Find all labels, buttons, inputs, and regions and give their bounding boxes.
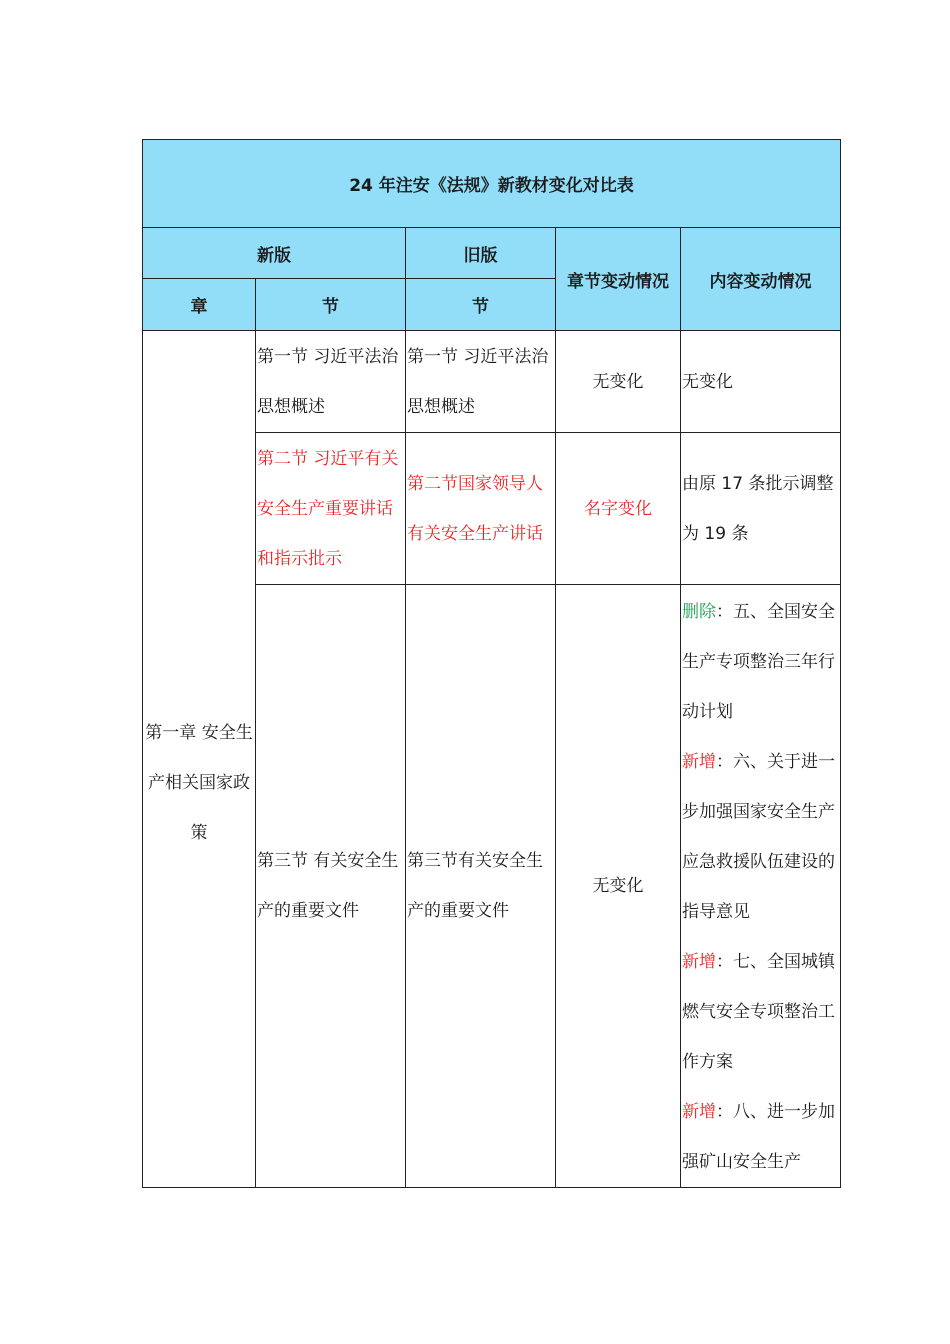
new-section-cell: 第一节 习近平法治思想概述 — [256, 331, 406, 433]
header-new-version: 新版 — [143, 228, 406, 279]
old-section-cell: 第二节国家领导人有关安全生产讲话 — [406, 433, 556, 585]
header-chapter: 章 — [143, 279, 256, 331]
chapter-change-cell: 无变化 — [556, 585, 681, 1188]
content-change-cell: 无变化 — [681, 331, 841, 433]
content-item-text: ：六、关于进一步加强国家安全生产应急救援队伍建设的指导意见 — [682, 752, 835, 922]
new-section-cell: 第二节 习近平有关安全生产重要讲话和指示批示 — [256, 433, 406, 585]
new-section-cell: 第三节 有关安全生产的重要文件 — [256, 585, 406, 1188]
delete-tag: 删除 — [682, 602, 716, 622]
header-content-change: 内容变动情况 — [681, 228, 841, 331]
comparison-table — [142, 139, 841, 1188]
add-tag: 新增 — [682, 752, 716, 772]
chapter-change-cell: 无变化 — [556, 331, 681, 433]
header-chapter-change: 章节变动情况 — [556, 228, 681, 331]
content-item-text: ：八、进一步加强矿山安全生产 — [682, 1102, 835, 1172]
chapter-change-cell: 名字变化 — [556, 433, 681, 585]
header-section-new: 节 — [256, 279, 406, 331]
header-section-old: 节 — [406, 279, 556, 331]
old-section-cell: 第一节 习近平法治思想概述 — [406, 331, 556, 433]
chapter-cell — [143, 331, 256, 1188]
add-tag: 新增 — [682, 952, 716, 972]
add-tag: 新增 — [682, 1102, 716, 1122]
table-row — [143, 331, 841, 433]
content-change-cell — [681, 585, 841, 1188]
header-old-version: 旧版 — [406, 228, 556, 279]
chapter-name: 第一章 安全生产相关国家政策 — [145, 723, 253, 843]
content-item-text: ：七、全国城镇燃气安全专项整治工作方案 — [682, 952, 835, 1072]
content-change-list — [682, 585, 840, 1187]
table-title: 24 年注安《法规》新教材变化对比表 — [143, 140, 841, 228]
content-item-text: ：五、全国安全生产专项整治三年行动计划 — [682, 602, 835, 722]
old-section-cell: 第三节有关安全生产的重要文件 — [406, 585, 556, 1188]
content-change-cell: 由原 17 条批示调整为 19 条 — [681, 433, 841, 585]
